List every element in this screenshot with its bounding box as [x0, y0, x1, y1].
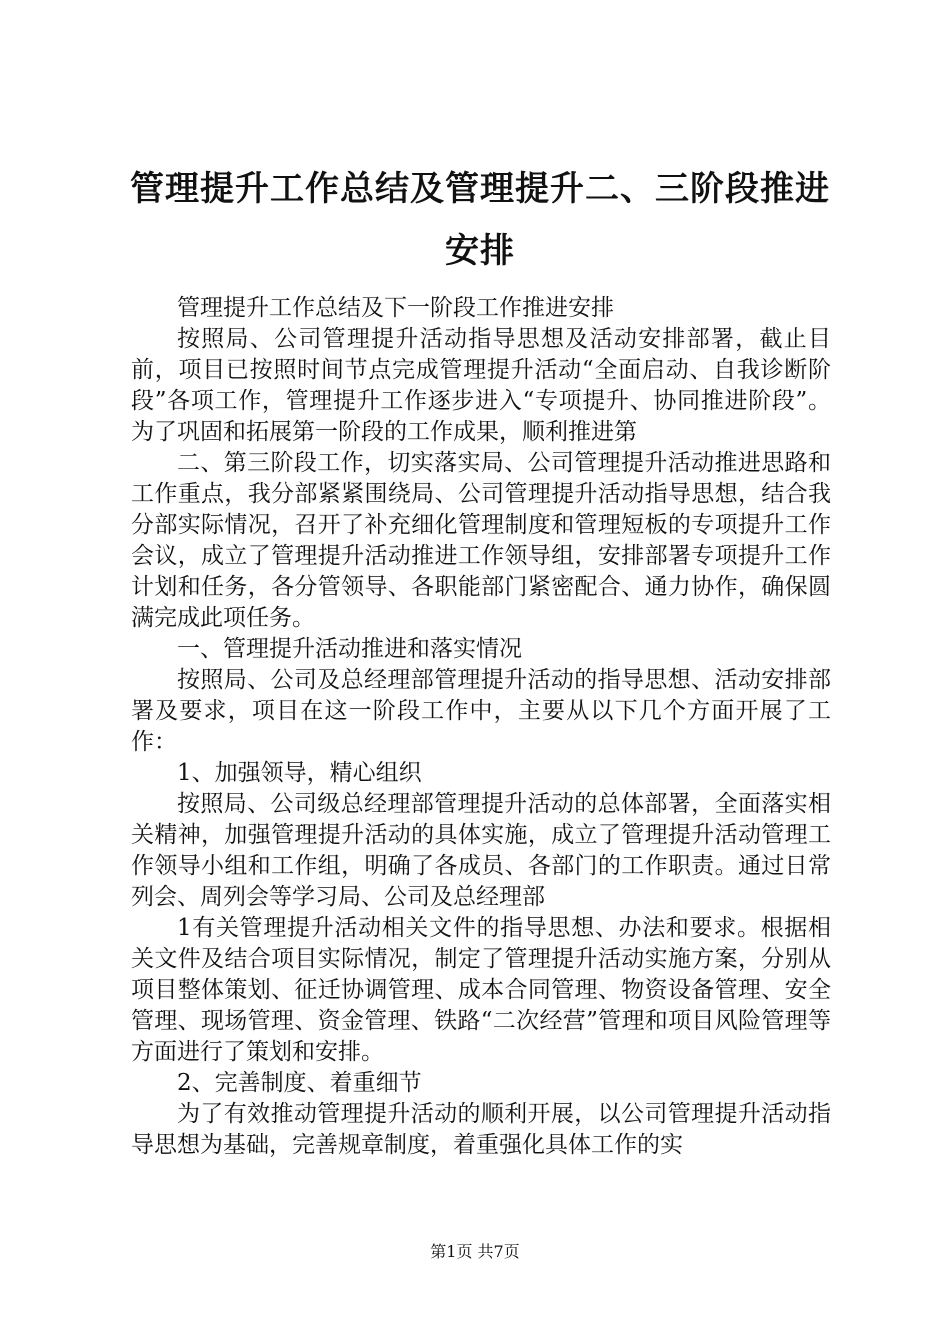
paragraph: 按照局、公司管理提升活动指导思想及活动安排部署，截止目前，项目已按照时间节点完成管理提升活动“全面启动、自我诊断阶段”各项工作，管理提升工作逐步进入“专项提升、协同推进阶段”。为了巩固和拓展第一阶段的工作成果，顺利推进第	[131, 326, 831, 445]
document-title: 管理提升工作总结及管理提升二、三阶段推进安排	[130, 169, 830, 271]
paragraph: 按照局、公司级总经理部管理提升活动的总体部署，全面落实相关精神，加强管理提升活动的具体实施，成立了管理提升活动管理工作领导小组和工作组，明确了各成员、各部门的工作职责。通过日常列会、周列会等学习局、公司及总经理部	[131, 791, 831, 910]
paragraph: 按照局、公司及总经理部管理提升活动的指导思想、活动安排部署及要求，项目在这一阶段工作中，主要从以下几个方面开展了工作：	[131, 667, 831, 755]
paragraph: 为了有效推动管理提升活动的顺利开展，以公司管理提升活动指导思想为基础，完善规章制度，着重强化具体工作的实	[131, 1101, 831, 1158]
page-indicator: 第1页 共7页	[430, 1242, 520, 1261]
section-heading: 一、管理提升活动推进和落实情况	[177, 636, 522, 662]
paragraph-subtitle: 管理提升工作总结及下一阶段工作推进安排	[177, 295, 614, 321]
paragraph: 1有关管理提升活动相关文件的指导思想、办法和要求。根据相关文件及结合项目实际情况，制定了管理提升活动实施方案，分别从项目整体策划、征迁协调管理、成本合同管理、物资设备管理、安全管理、现场管理、资金管理、铁路“二次经营”管理和项目风险管理等方面进行了策划和安排。	[131, 915, 831, 1065]
document-body	[131, 293, 831, 1161]
subsection-heading: 2、完善制度、着重细节	[177, 1070, 422, 1096]
paragraph: 二、第三阶段工作，切实落实局、公司管理提升活动推进思路和工作重点，我分部紧紧围绕局、公司管理提升活动指导思想，结合我分部实际情况，召开了补充细化管理制度和管理短板的专项提升工作会议，成立了管理提升活动推进工作领导组，安排部署专项提升工作计划和任务，各分管领导、各职能部门紧密配合、通力协作，确保圆满完成此项任务。	[131, 450, 831, 631]
subsection-heading: 1、加强领导，精心组织	[177, 760, 422, 786]
page-footer	[0, 1242, 950, 1262]
